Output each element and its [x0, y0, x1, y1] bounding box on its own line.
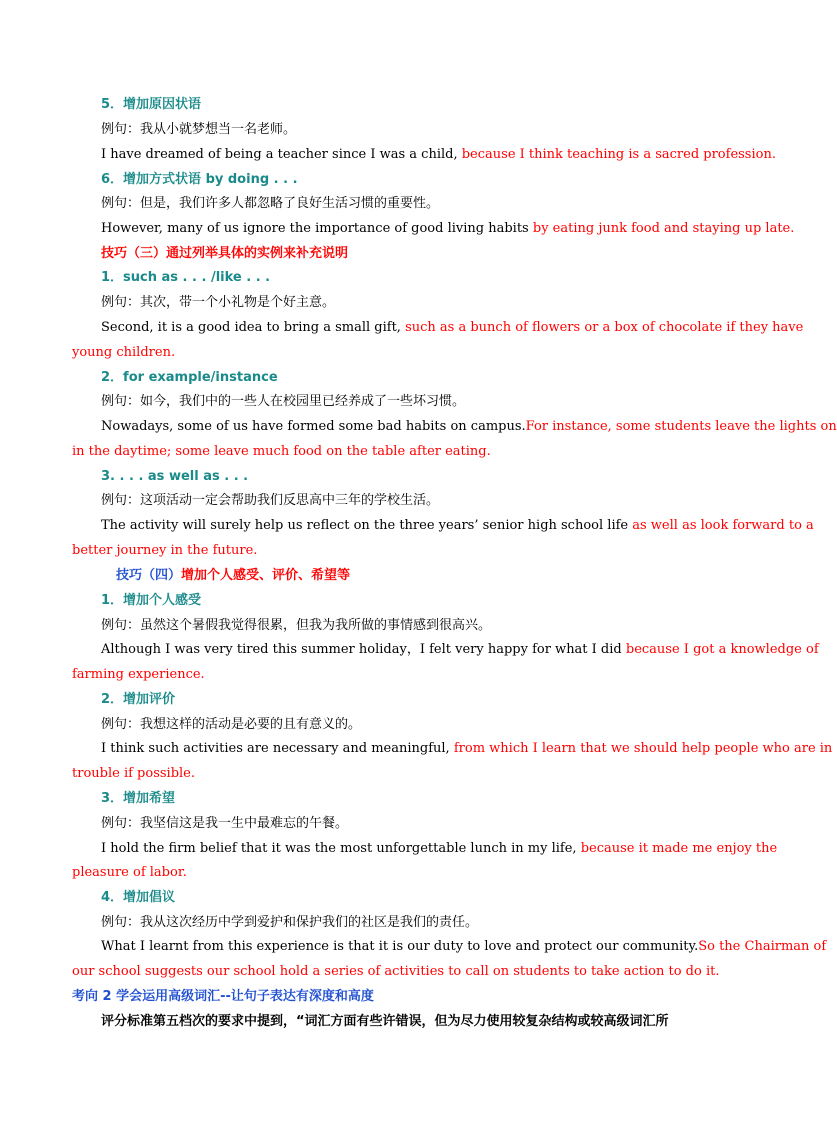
example-addition: because it made me enjoy the	[580, 841, 778, 856]
example-en	[101, 517, 814, 535]
example-addition: from which I learn that we should help people who are in	[453, 741, 833, 756]
example-en	[101, 319, 804, 337]
example-cn: 例句：我想这样的活动是必要的且有意义的。	[101, 717, 362, 732]
example-en	[101, 938, 827, 956]
example-en-text: I think such activities are necessary and meaningful,	[101, 741, 450, 756]
section-heading: 1．such as . . . /like . . .	[101, 270, 271, 285]
example-addition: because I think teaching is a sacred profession.	[461, 147, 776, 162]
example-cn: 例句：但是，我们许多人都忽略了良好生活习惯的重要性。	[101, 196, 440, 211]
example-cn: 例句：我坚信这是我一生中最难忘的午餐。	[101, 816, 349, 831]
example-addition-cont: trouble if possible.	[72, 766, 195, 781]
technique-heading-prefix: 技巧（四）	[116, 568, 182, 583]
example-addition: because I got a knowledge of	[625, 642, 819, 657]
section-heading: 3. . . . as well as . . .	[101, 469, 249, 484]
example-cn: 例句：我从小就梦想当一名老师。	[101, 122, 297, 137]
example-en	[101, 220, 795, 238]
example-addition-cont: farming experience.	[72, 667, 205, 682]
section-heading: 2．增加评价	[101, 692, 176, 707]
example-en	[101, 840, 778, 858]
example-cn: 例句：我从这次经历中学到爱护和保护我们的社区是我们的责任。	[101, 915, 479, 930]
technique-heading-text: 增加个人感受、评价、希望等	[181, 568, 351, 583]
example-en-text: Although I was very tired this summer holiday，I felt very happy for what I did	[101, 642, 622, 657]
section-heading: 6．增加方式状语 by doing . . .	[101, 172, 298, 187]
example-addition: by eating junk food and staying up late.	[532, 221, 795, 236]
example-addition-cont: in the daytime; some leave much food on the table after eating.	[72, 444, 491, 459]
example-en	[101, 418, 837, 436]
technique-heading: 技巧（三）通过列举具体的实例来补充说明	[101, 246, 349, 261]
example-en	[101, 146, 776, 164]
example-cn: 例句：虽然这个暑假我觉得很累，但我为我所做的事情感到很高兴。	[101, 618, 492, 633]
example-cn: 例句：如今，我们中的一些人在校园里已经养成了一些坏习惯。	[101, 394, 466, 409]
example-addition: For instance, some students leave the lights on	[525, 419, 837, 434]
example-en-text: Nowadays, some of us have formed some bad habits on campus.	[101, 419, 526, 434]
technique-heading	[116, 567, 776, 585]
section-heading: 3．增加希望	[101, 791, 176, 806]
example-addition-cont: young children.	[72, 345, 176, 360]
section-heading: 2．for example/instance	[101, 370, 278, 385]
example-addition: as well as look forward to a	[632, 518, 814, 533]
example-en-text: I hold the firm belief that it was the most unforgettable lunch in my life,	[101, 841, 577, 856]
chapter-heading: 考向 2 学会运用高级词汇--让句子表达有深度和高度	[72, 989, 374, 1004]
example-addition-cont: better journey in the future.	[72, 543, 258, 558]
example-addition: such as a bunch of flowers or a box of chocolate if they have	[405, 320, 804, 335]
body-paragraph: 评分标准第五档次的要求中提到，“词汇方面有些许错误，但为尽力使用较复杂结构或较高级词汇所	[101, 1014, 669, 1029]
example-addition: So the Chairman of	[698, 939, 827, 954]
section-heading: 1．增加个人感受	[101, 593, 202, 608]
example-cn: 例句：其次，带一个小礼物是个好主意。	[101, 295, 336, 310]
example-addition-cont: pleasure of labor.	[72, 865, 187, 880]
example-en-text: The activity will surely help us reflect on the three years’ senior high school life	[101, 518, 629, 533]
example-en-text: I have dreamed of being a teacher since I was a child,	[101, 147, 458, 162]
example-addition-cont: our school suggests our school hold a series of activities to call on students to take action to do it.	[72, 964, 720, 979]
example-en-text: What I learnt from this experience is that it is our duty to love and protect our community.	[101, 939, 699, 954]
example-cn: 例句：这项活动一定会帮助我们反思高中三年的学校生活。	[101, 493, 440, 508]
section-heading: 5．增加原因状语	[101, 97, 202, 112]
example-en	[101, 740, 833, 758]
example-en-text: Second, it is a good idea to bring a small gift,	[101, 320, 401, 335]
example-en-text: However, many of us ignore the importance of good living habits	[101, 221, 529, 236]
example-en	[101, 641, 819, 659]
section-heading: 4．增加倡议	[101, 890, 176, 905]
